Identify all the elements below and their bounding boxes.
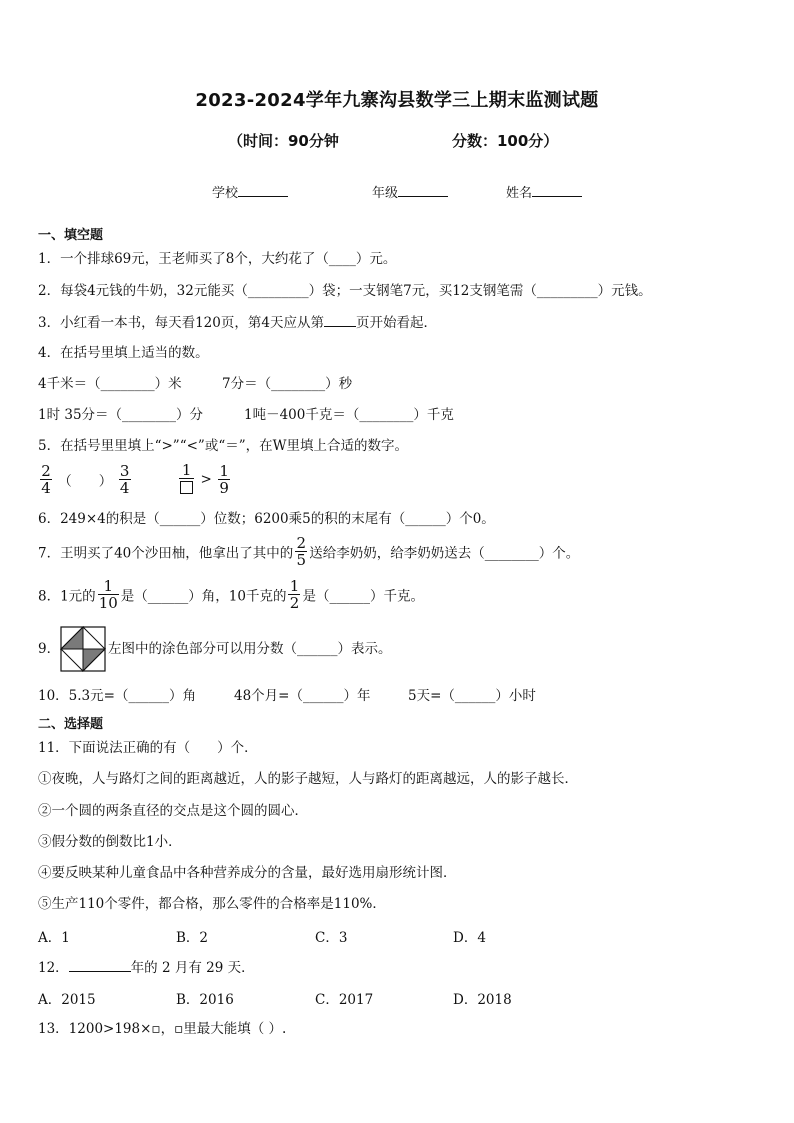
question-11: 11．下面说法正确的有（ ）个． (38, 740, 258, 756)
q7-fraction: $\frac{2}{5}$ (296, 534, 307, 569)
q10-item-c: 5天=（______）小时 (408, 688, 536, 704)
exam-time: （时间：90分钟 (228, 132, 339, 150)
q5-paren[interactable]: （ ） (58, 473, 113, 490)
q12-blank[interactable] (69, 957, 131, 972)
school-field (212, 182, 288, 201)
q11-statement-4: ④要反映某种儿童食品中各种营养成分的含量，最好选用扇形统计图． (38, 865, 457, 881)
page-title: 2023-2024学年九寨沟县数学三上期末监测试题 (195, 90, 599, 111)
school-blank[interactable] (238, 182, 288, 197)
q11-option-d[interactable]: D．4 (453, 930, 486, 946)
question-3: 3．小红看一本书，每天看120页，第4天应从第 页开始看起． (38, 312, 437, 333)
q12-option-a[interactable]: A．2015 (38, 992, 96, 1008)
q11-statement-5: ⑤生产110个零件，都合格，那么零件的合格率是110%． (38, 896, 386, 912)
q12-option-b[interactable]: B．2016 (176, 992, 234, 1008)
q4-item-b: 7分＝（________）秒 (222, 376, 353, 392)
question-9-number: 9． (38, 641, 61, 657)
question-5: 5．在括号里里填上“>”“<”或“＝”，在W里填上合适的数字。 (38, 438, 408, 454)
question-6: 6．249×4的积是（______）位数；6200乘5的积的末尾有（______）个0。 (38, 511, 495, 527)
q5-fraction-4: $\frac{1}{9}$ (219, 462, 229, 497)
question-8: 8．1元的 $\frac{1}{10}$ 是（______）角，10千克的 $\frac{1}{2}$ 是（______）千克。 (38, 577, 424, 612)
question-7: 7．王明买了40个沙田柚，他拿出了其中的 $\frac{2}{5}$ 送给李奶奶，给李奶奶送去（________）个。 (38, 534, 580, 569)
q5-fraction-3: 1 (179, 462, 194, 497)
q5-gt-sign: > (200, 471, 212, 488)
section-fill-heading: 一、填空题 (38, 228, 104, 243)
q11-statement-2: ②一个圆的两条直径的交点是这个圆的圆心． (38, 803, 308, 819)
grade-blank[interactable] (398, 182, 448, 197)
q3-blank[interactable] (324, 312, 356, 327)
q5-comparisons (38, 462, 232, 497)
section-choice-heading: 二、选择题 (38, 717, 104, 732)
q11-option-c[interactable]: C．3 (315, 930, 348, 946)
exam-score: 分数：100分） (452, 132, 559, 150)
name-blank[interactable] (532, 182, 582, 197)
grade-field (372, 182, 448, 201)
question-9: 左图中的涂色部分可以用分数（______）表示。 (108, 641, 392, 657)
question-1: 1．一个排球69元，王老师买了8个，大约花了（____）元。 (38, 251, 397, 267)
grade-label: 年级 (372, 186, 399, 201)
name-field (506, 182, 582, 201)
q5-fraction-2: $\frac{3}{4}$ (119, 462, 130, 497)
q10-item-b: 48个月=（______）年 (234, 688, 371, 704)
name-label: 姓名 (506, 186, 533, 201)
q11-option-a[interactable]: A．1 (38, 930, 70, 946)
q10-item-a: 10．5.3元=（______）角 (38, 688, 196, 704)
question-4: 4．在括号里填上适当的数。 (38, 345, 209, 361)
question-13: 13．1200>198×▫，▫里最大能填（ ）. (38, 1021, 287, 1037)
q11-option-b[interactable]: B．2 (176, 930, 209, 946)
school-label: 学校 (212, 186, 239, 201)
q12-option-c[interactable]: C．2017 (315, 992, 374, 1008)
shaded-square-figure (60, 626, 106, 672)
q11-statement-3: ③假分数的倒数比1小． (38, 834, 182, 850)
q5-fraction-1: $\frac{2}{4}$ (41, 462, 51, 497)
q11-statement-1: ①夜晚，人与路灯之间的距离越近，人的影子越短，人与路灯的距离越远，人的影子越长． (38, 771, 578, 787)
q8-fraction-2: $\frac{1}{2}$ (289, 577, 300, 612)
q4-item-d: 1吨－400千克＝（________）千克 (244, 407, 454, 423)
question-2: 2．每袋4元钱的牛奶，32元能买（_________）袋；一支钢笔7元，买12支钢笔需（_________）元钱。 (38, 283, 652, 299)
q8-fraction-1: $\frac{1}{10}$ (98, 577, 118, 612)
q4-item-c: 1时 35分＝（________）分 (38, 407, 204, 423)
q5-square-blank[interactable] (180, 481, 193, 494)
question-12: 12． 年的 2 月有 29 天． (38, 957, 255, 978)
q4-item-a: 4千米＝（________）米 (38, 376, 182, 392)
q12-option-d[interactable]: D．2018 (453, 992, 512, 1008)
